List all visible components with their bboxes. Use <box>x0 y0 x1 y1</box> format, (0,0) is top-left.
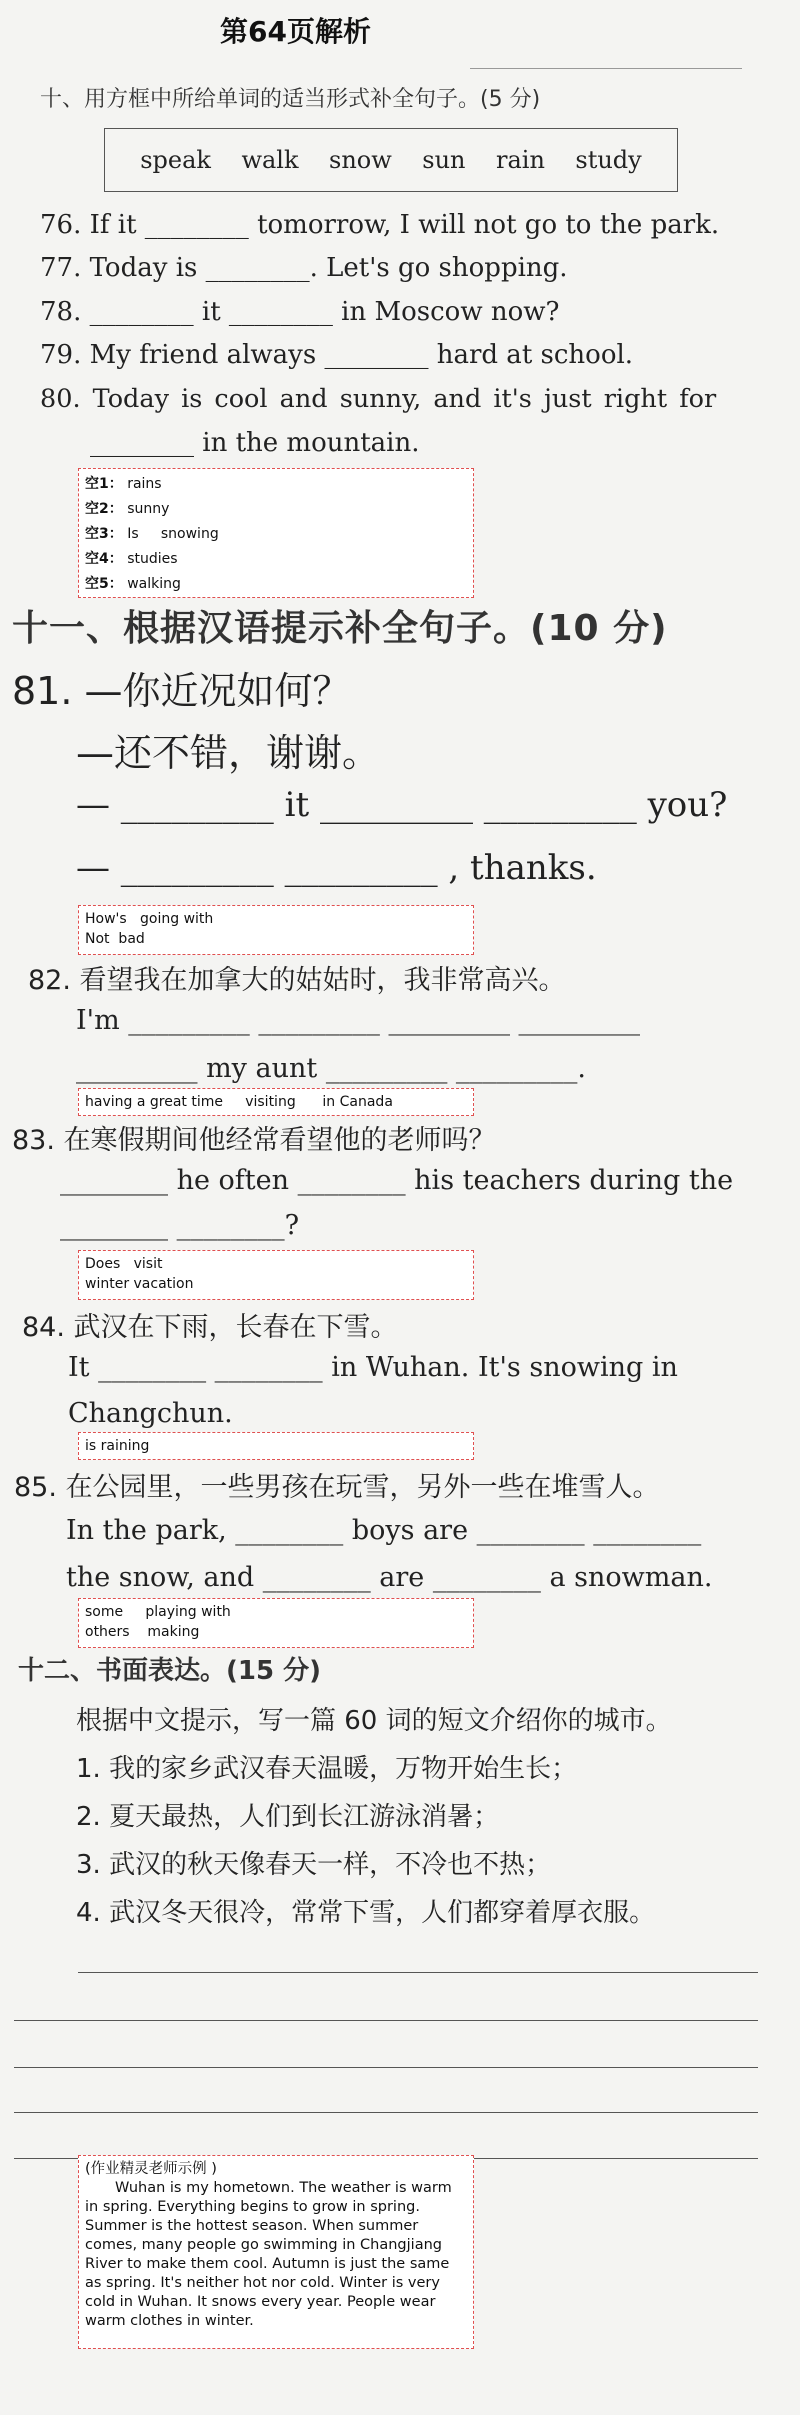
section-10-heading: 十、用方框中所给单词的适当形式补全句子。(5 分) <box>40 87 541 112</box>
answer-line: Does visit <box>85 1256 163 1272</box>
hint-2: 2. 夏天最热，人们到长江游泳消暑； <box>76 1802 500 1832</box>
question-77: 77. Today is ________. Let's go shopping. <box>40 253 568 283</box>
answer-line: 空1： rains <box>85 476 162 492</box>
word-item: study <box>575 146 642 174</box>
answer-line: some playing with <box>85 1604 231 1620</box>
answer-line: having a great time visiting in Canada <box>85 1094 393 1110</box>
answer-line: 空4： studies <box>85 551 178 567</box>
answer-box-83 <box>78 1250 474 1300</box>
question-79: 79. My friend always ________ hard at school. <box>40 340 634 370</box>
question-84-line2: It ________ ________ in Wuhan. It's snowing in <box>68 1352 678 1383</box>
answer-box-76-80 <box>78 468 474 598</box>
answer-box-85 <box>78 1598 474 1648</box>
question-84-line3: Changchun. <box>68 1398 233 1429</box>
question-80-line1: 80. Today is cool and sunny, and it's just right for <box>40 384 717 414</box>
word-item: rain <box>495 146 545 174</box>
answer-line: 空5： walking <box>85 576 181 592</box>
hint-4: 4. 武汉冬天很冷，常常下雪，人们都穿着厚衣服。 <box>76 1898 656 1928</box>
sample-essay-box <box>78 2155 474 2349</box>
hint-3: 3. 武汉的秋天像春天一样，不冷也不热； <box>76 1850 552 1880</box>
answer-line: is raining <box>85 1438 150 1454</box>
header-divider <box>470 68 742 69</box>
writing-line <box>14 2067 758 2068</box>
hint-1: 1. 我的家乡武汉春天温暖，万物开始生长； <box>76 1754 578 1784</box>
question-81-line4: — _________ _________ , thanks. <box>76 848 597 888</box>
question-80-line2: ________ in the mountain. <box>90 428 420 458</box>
answer-line: Not bad <box>85 931 145 947</box>
word-item: sun <box>422 146 466 174</box>
section-12-heading: 十二、书面表达。(15 分) <box>18 1656 321 1686</box>
question-82-line2: I'm _________ _________ _________ _________ <box>76 1005 641 1036</box>
question-76: 76. If it ________ tomorrow, I will not go to the park. <box>40 210 720 240</box>
answer-line: others making <box>85 1624 200 1640</box>
question-81-line3: — _________ it _________ _________ you? <box>76 785 728 825</box>
answer-line: 空2： sunny <box>85 501 170 517</box>
sample-essay-text: Wuhan is my hometown. The weather is warm in spring. Everything begins to grow in spring. Summer is the hottest season. When summer comes, many people go swimming in Changjiang River to make them cool. Autumn is just the same as spring. It's neither hot nor cold. Winter is very cold in Wuhan. It snows every year. People wear warm clothes in winter. <box>85 2180 452 2329</box>
writing-prompt: 根据中文提示，写一篇 60 词的短文介绍你的城市。 <box>76 1706 672 1736</box>
answer-box-82 <box>78 1088 474 1116</box>
question-83-line3: ________ ________? <box>60 1210 300 1241</box>
word-box <box>104 128 678 192</box>
question-85-line2: In the park, ________ boys are ________ ________ <box>66 1515 702 1546</box>
question-83-line1: 83. 在寒假期间他经常看望他的老师吗？ <box>12 1125 496 1156</box>
question-78: 78. ________ it ________ in Moscow now? <box>40 297 560 327</box>
question-85-line3: the snow, and ________ are ________ a snowman. <box>66 1562 713 1593</box>
section-11-heading: 十一、根据汉语提示补全句子。(10 分) <box>12 608 668 649</box>
answer-box-81 <box>78 905 474 955</box>
question-82-line1: 82. 看望我在加拿大的姑姑时，我非常高兴。 <box>28 965 566 996</box>
question-83-line2: ________ he often ________ his teachers during the <box>60 1165 734 1196</box>
writing-line <box>78 1972 758 1973</box>
page-title: 第64页解析 <box>220 15 371 48</box>
sample-essay-label: (作业精灵老师示例 ) <box>85 2161 217 2177</box>
word-item: walk <box>241 146 299 174</box>
question-82-line3: _________ my aunt _________ _________. <box>76 1053 586 1084</box>
question-84-line1: 84. 武汉在下雨，长春在下雪。 <box>22 1312 398 1343</box>
answer-box-84 <box>78 1432 474 1460</box>
word-item: speak <box>140 146 211 174</box>
answer-line: 空3： Is snowing <box>85 526 219 542</box>
question-81-line2: —还不错，谢谢。 <box>76 731 381 775</box>
answer-line: How's going with <box>85 911 214 927</box>
answer-line: winter vacation <box>85 1276 194 1292</box>
writing-line <box>14 2020 758 2021</box>
question-85-line1: 85. 在公园里，一些男孩在玩雪，另外一些在堆雪人。 <box>14 1472 660 1503</box>
writing-line <box>14 2112 758 2113</box>
word-item: snow <box>329 146 392 174</box>
question-81-line1: 81. —你近况如何？ <box>12 669 351 713</box>
